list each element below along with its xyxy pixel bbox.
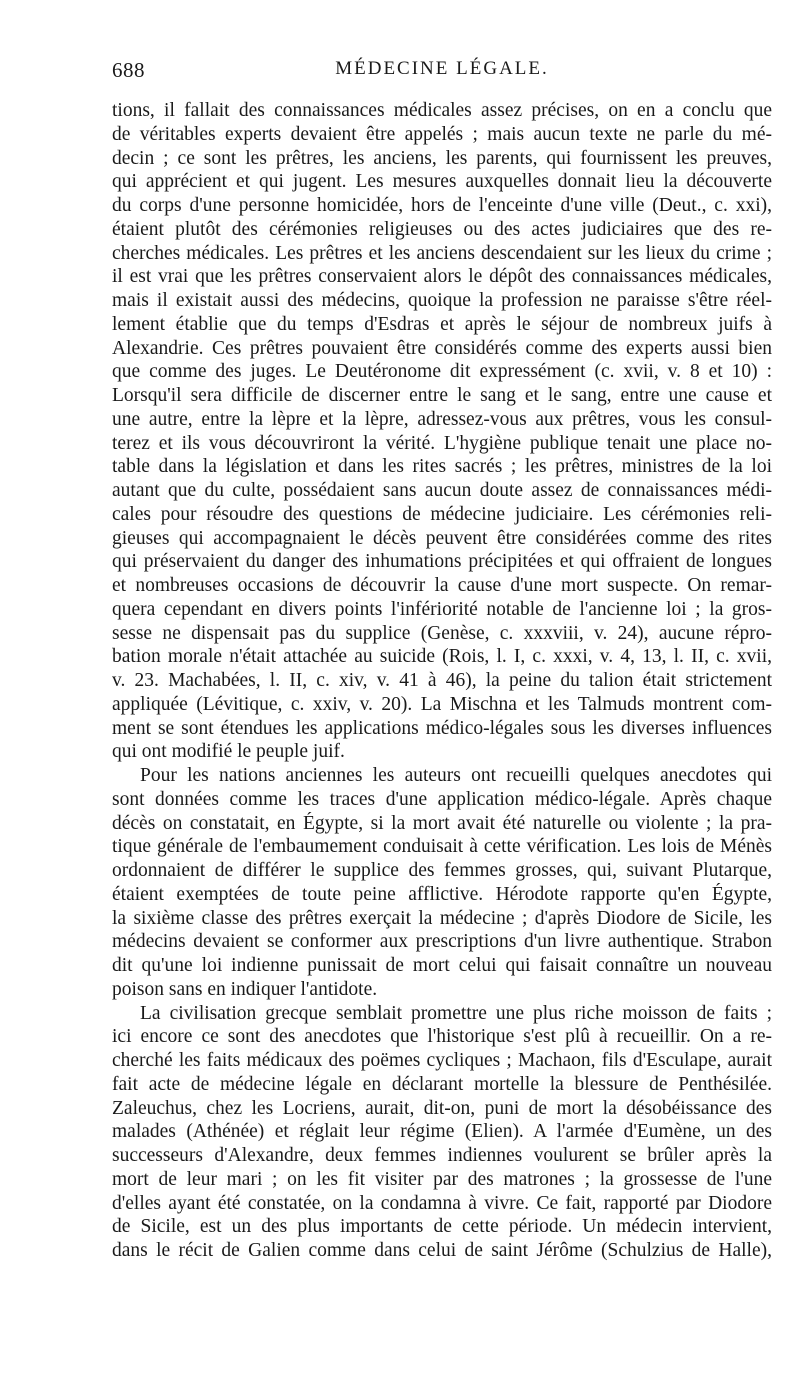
text-line: la sixième classe des prêtres exerçait la médecine ; d'après Diodore de Sicile, les [112, 907, 772, 929]
text-line: une autre, entre la lèpre et la lèpre, adressez-vous aux prêtres, vous les consul- [112, 408, 772, 430]
text-line: de Sicile, est un des plus importants de cette période. Un médecin intervient, [112, 1216, 772, 1238]
text-line: gieuses qui accompagnaient le décès peuvent être considérées comme des rites [112, 527, 772, 549]
text-line: dit qu'une loi indienne punissait de mort celui qui faisait connaître un nouveau [112, 955, 772, 976]
paragraph [112, 99, 772, 764]
text-line: décès on constatait, en Égypte, si la mort avait été naturelle ou violente ; la pra- [112, 812, 772, 834]
text-line: terez et ils vous découvriront la vérité. L'hygiène publique tenait une place no- [112, 432, 772, 454]
text-line: ment se sont étendues les applications médico-légales sous les diverses influences [112, 717, 772, 739]
text-line: cherché les faits médicaux des poëmes cycliques ; Machaon, fils d'Esculape, aurait [112, 1050, 772, 1071]
body-text [112, 99, 772, 1263]
text-line: étaient exemptées de toute peine afflictive. Hérodote rapporte qu'en Égypte, [112, 883, 772, 905]
text-line: qui ont modifié le peuple juif. [112, 741, 345, 763]
text-line: du corps d'une personne homicidée, hors de l'enceinte d'une ville (Deut., c. xxi), [112, 195, 772, 216]
text-line: autant que du culte, possédaient sans aucun doute assez de connaissances médi- [112, 480, 772, 501]
text-line: La civilisation grecque semblait promettre une plus riche moisson de faits ; [140, 1002, 772, 1024]
text-line: v. 23. Machabées, l. II, c. xiv, v. 41 à 46), la peine du talion était strictement [112, 670, 772, 691]
page-number: 688 [112, 58, 145, 82]
text-line: ordonnaient de différer le supplice des femmes grosses, qui, suivant Plutarque, [112, 860, 772, 881]
text-line: malades (Athénée) et réglait leur régime (Elien). A l'armée d'Eumène, un des [112, 1121, 772, 1143]
text-line: ici encore ce sont des anecdotes que l'historique s'est plû à recueillir. On a re- [112, 1026, 772, 1048]
text-line: sesse ne dispensait pas du supplice (Genèse, c. xxxviii, v. 24), aucune répro- [112, 622, 772, 644]
text-line: tique générale de l'embaumement conduisait à cette vérification. Les lois de Ménès [112, 836, 772, 858]
text-line: decin ; ce sont les prêtres, les anciens, les parents, qui fournissent les preuves, [112, 147, 772, 169]
text-line: qui apprécient et qui jugent. Les mesures auxquelles donnait lieu la découverte [112, 171, 772, 193]
text-line: poison sans en indiquer l'antidote. [112, 978, 378, 1000]
text-line: cales pour résoudre des questions de médecine judiciaire. Les cérémonies reli- [112, 503, 772, 525]
text-line: mort de leur mari ; on les fit visiter par des matrones ; la grossesse de l'une [112, 1168, 772, 1190]
text-line: de véritables experts devaient être appelés ; mais aucun texte ne parle du mé- [112, 123, 772, 145]
text-line: Alexandrie. Ces prêtres pouvaient être considérés comme des experts aussi bien [112, 337, 772, 359]
paragraph [112, 1002, 772, 1263]
text-line: sont données comme les traces d'une application médico-légale. Après chaque [112, 788, 772, 810]
text-line: étaient plutôt des cérémonies religieuses ou des actes judiciaires que des re- [112, 218, 772, 240]
text-line: successeurs d'Alexandre, deux femmes indiennes voulurent se brûler après la [112, 1145, 772, 1166]
text-line: et nombreuses occasions de découvrir la cause d'une mort suspecte. On remar- [112, 575, 772, 596]
text-line: bation morale n'était attachée au suicide (Rois, l. I, c. xxxi, v. 4, 13, l. II, c. xvii, [112, 646, 772, 668]
text-line: table dans la législation et dans les rites sacrés ; les prêtres, ministres de la loi [112, 456, 772, 478]
text-line: d'elles ayant été constatée, on la condamna à vivre. Ce fait, rapporté par Diodore [112, 1192, 772, 1214]
running-title: MÉDECINE LÉGALE. [335, 58, 549, 79]
text-line: appliquée (Lévitique, c. xxiv, v. 20). La Mischna et les Talmuds montrent com- [112, 693, 772, 715]
text-line: dans le récit de Galien comme dans celui de saint Jérôme (Schulzius de Halle), [112, 1240, 772, 1261]
text-line: tions, il fallait des connaissances médicales assez précises, on en a conclu que [112, 100, 772, 121]
text-line: Zaleuchus, chez les Locriens, aurait, dit-on, puni de mort la désobéissance des [112, 1097, 772, 1119]
text-line: quera cependant en divers points l'infériorité notable de l'ancienne loi ; la gros- [112, 598, 772, 620]
text-line: Lorsqu'il sera difficile de discerner entre le sang et le sang, entre une cause et [112, 385, 772, 406]
running-head [112, 58, 772, 88]
text-line: lement établie que du temps d'Esdras et après le séjour de nombreux juifs à [112, 313, 772, 335]
text-line: cherches médicales. Les prêtres et les anciens descendaient sur les lieux du crime ; [112, 242, 772, 264]
text-line: qui préservaient du danger des inhumations précipitées et qui offraient de longues [112, 551, 772, 573]
text-line: Pour les nations anciennes les auteurs ont recueilli quelques anecdotes qui [140, 765, 772, 786]
text-line: il est vrai que les prêtres conservaient alors le dépôt des connaissances médicales, [112, 266, 772, 288]
text-line: fait acte de médecine légale en déclarant mortelle la blessure de Penthésilée. [112, 1073, 772, 1095]
paragraph [112, 764, 772, 1002]
text-line: mais il existait aussi des médecins, quoique la profession ne paraisse s'être réel- [112, 290, 772, 311]
text-line: médecins devaient se conformer aux prescriptions d'un livre authentique. Strabon [112, 931, 772, 953]
text-line: que comme des juges. Le Deutéronome dit expressément (c. xvii, v. 8 et 10) : [112, 361, 772, 383]
